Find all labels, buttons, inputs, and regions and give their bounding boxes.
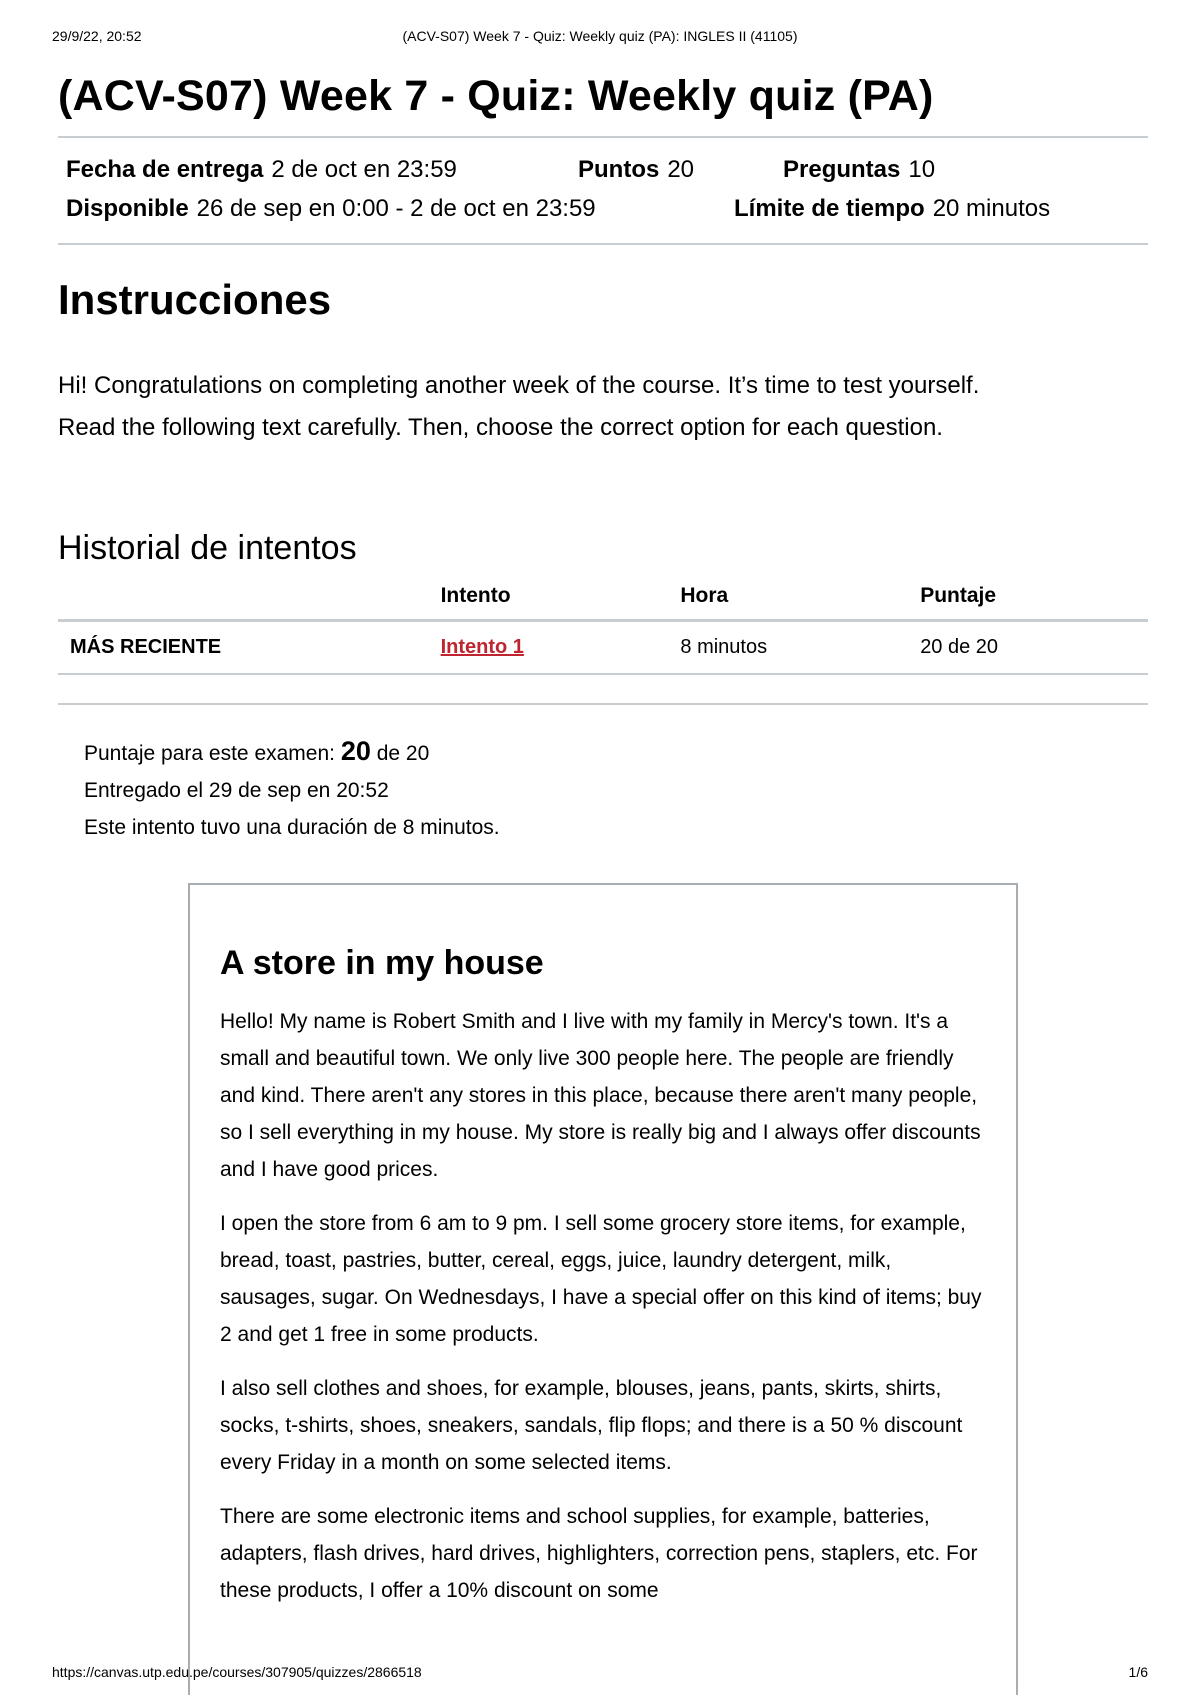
time-limit-label: Límite de tiempo xyxy=(734,195,925,222)
reading-paragraph: There are some electronic items and school supplies, for example, batteries, adapters, flash drives, hard drives, highlighters, correction pens, staplers, etc. For these products, I offer a 10% discount on some xyxy=(220,1505,978,1602)
attempt-time: 8 minutos xyxy=(668,621,908,675)
due-value: 2 de oct en 23:59 xyxy=(271,156,457,183)
points-value: 20 xyxy=(667,156,695,183)
page-number: 1/6 xyxy=(1128,1664,1148,1680)
instructions-heading: Instrucciones xyxy=(58,276,332,323)
score-suffix: de 20 xyxy=(376,742,430,765)
page-title: (ACV-S07) Week 7 - Quiz: Weekly quiz (PA) xyxy=(58,72,934,120)
table-row xyxy=(58,621,1148,675)
column-header xyxy=(58,583,429,621)
due-date xyxy=(66,156,457,184)
reading-passage xyxy=(188,883,1018,1695)
available-label: Disponible xyxy=(66,195,189,222)
reading-title: A store in my house xyxy=(220,944,544,982)
column-header: Puntaje xyxy=(908,583,1148,621)
attempt-flag: MÁS RECIENTE xyxy=(58,621,429,675)
column-header: Intento xyxy=(429,583,669,621)
print-document-title: (ACV-S07) Week 7 - Quiz: Weekly quiz (PA): INGLES II (41105) xyxy=(402,28,798,44)
attempt-history-table xyxy=(58,583,1148,675)
attempt-cell xyxy=(429,621,669,675)
questions-value: 10 xyxy=(908,156,936,183)
table-header-row xyxy=(58,583,1148,621)
quiz-details xyxy=(58,138,1148,243)
submitted-text: Entregado el 29 de sep en 20:52 xyxy=(84,779,389,802)
score-prefix: Puntaje para este examen: xyxy=(84,742,335,765)
time-limit-value: 20 minutos xyxy=(932,195,1051,222)
points-label: Puntos xyxy=(578,156,660,183)
due-label: Fecha de entrega xyxy=(66,156,264,183)
print-datetime: 29/9/22, 20:52 xyxy=(52,28,142,44)
reading-paragraph: Hello! My name is Robert Smith and I live with my family in Mercy's town. It's a small and beautiful town. We only live 300 people here. The people are friendly and kind. There aren't any stores in this place, because there aren't many people, so I sell everything in my house. My store is really big and I always offer discounts and I have good prices. xyxy=(220,1010,981,1181)
available-value: 26 de sep en 0:00 - 2 de oct en 23:59 xyxy=(196,195,596,222)
instructions-text xyxy=(58,365,1148,449)
instructions-line: Read the following text carefully. Then, choose the correct option for each question. xyxy=(58,414,943,441)
reading-paragraph: I also sell clothes and shoes, for example, blouses, jeans, pants, skirts, shirts, socks, t-shirts, shoes, sneakers, sandals, flip flops; and there is a 50 % discount every Friday in a month on some selected items. xyxy=(220,1377,963,1474)
attempt-score: 20 de 20 xyxy=(908,621,1148,675)
reading-paragraph: I open the store from 6 am to 9 pm. I sell some grocery store items, for example, bread, toast, pastries, butter, cereal, eggs, juice, laundry detergent, milk, sausages, sugar. On Wednesdays, I have a special offer on this kind of items; buy 2 and get 1 free in some products. xyxy=(220,1212,982,1346)
available xyxy=(66,195,596,223)
questions-label: Preguntas xyxy=(783,156,901,183)
attempt-history-heading: Historial de intentos xyxy=(58,529,357,567)
duration-text: Este intento tuvo una duración de 8 minutos. xyxy=(84,816,500,839)
print-url: https://canvas.utp.edu.pe/courses/307905/quizzes/2866518 xyxy=(52,1664,422,1680)
main-content xyxy=(58,60,1148,846)
score-value: 20 xyxy=(340,736,371,766)
questions xyxy=(783,156,935,184)
instructions-line: Hi! Congratulations on completing another week of the course. It’s time to test yourself. xyxy=(58,372,980,399)
divider xyxy=(58,243,1148,245)
score-line xyxy=(84,733,1148,772)
print-footer xyxy=(52,1664,1148,1684)
attempt-summary xyxy=(58,703,1148,846)
time-limit xyxy=(734,195,1050,223)
print-header xyxy=(52,28,1148,48)
points xyxy=(578,156,694,184)
column-header: Hora xyxy=(668,583,908,621)
attempt-link[interactable]: Intento 1 xyxy=(440,636,524,658)
